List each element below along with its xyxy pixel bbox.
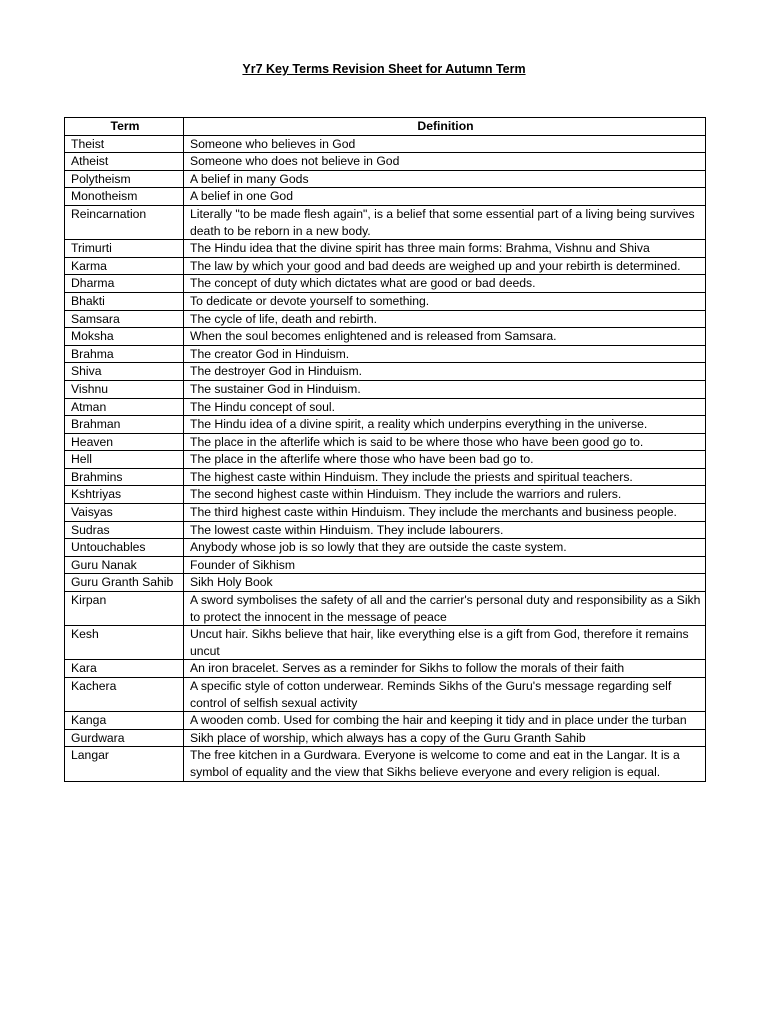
table-row bbox=[65, 712, 706, 730]
table-row bbox=[65, 328, 706, 346]
definition-cell: A belief in many Gods bbox=[184, 170, 706, 188]
definition-cell: A sword symbolises the safety of all and the carrier's personal duty and responsibility as a Sikh to protect the innocent in the message of peace bbox=[184, 592, 706, 626]
term-cell: Sudras bbox=[65, 521, 184, 539]
term-cell: Karma bbox=[65, 257, 184, 275]
definition-cell: The Hindu concept of soul. bbox=[184, 398, 706, 416]
table-row bbox=[65, 292, 706, 310]
definition-cell: Someone who believes in God bbox=[184, 135, 706, 153]
definition-cell: The Hindu idea that the divine spirit has three main forms: Brahma, Vishnu and Shiva bbox=[184, 240, 706, 258]
table-row bbox=[65, 451, 706, 469]
term-cell: Untouchables bbox=[65, 539, 184, 557]
table-row bbox=[65, 660, 706, 678]
definition-cell: The cycle of life, death and rebirth. bbox=[184, 310, 706, 328]
term-cell: Kesh bbox=[65, 626, 184, 660]
definition-cell: The second highest caste within Hinduism. They include the warriors and rulers. bbox=[184, 486, 706, 504]
definition-cell: An iron bracelet. Serves as a reminder for Sikhs to follow the morals of their faith bbox=[184, 660, 706, 678]
table-row bbox=[65, 539, 706, 557]
table-row bbox=[65, 747, 706, 781]
term-cell: Kshtriyas bbox=[65, 486, 184, 504]
table-header-row bbox=[65, 118, 706, 136]
table-row bbox=[65, 592, 706, 626]
term-cell: Brahma bbox=[65, 345, 184, 363]
term-cell: Bhakti bbox=[65, 292, 184, 310]
definition-cell: Literally "to be made flesh again", is a belief that some essential part of a living being survives death to be reborn in a new body. bbox=[184, 205, 706, 239]
table-row bbox=[65, 504, 706, 522]
term-cell: Hell bbox=[65, 451, 184, 469]
term-cell: Vaisyas bbox=[65, 504, 184, 522]
term-cell: Kara bbox=[65, 660, 184, 678]
term-cell: Theist bbox=[65, 135, 184, 153]
definition-cell: The concept of duty which dictates what are good or bad deeds. bbox=[184, 275, 706, 293]
term-cell: Kirpan bbox=[65, 592, 184, 626]
definition-cell: Uncut hair. Sikhs believe that hair, like everything else is a gift from God, therefore it remains uncut bbox=[184, 626, 706, 660]
definition-cell: The third highest caste within Hinduism. They include the merchants and business people. bbox=[184, 504, 706, 522]
definition-cell: Anybody whose job is so lowly that they are outside the caste system. bbox=[184, 539, 706, 557]
term-cell: Reincarnation bbox=[65, 205, 184, 239]
term-cell: Samsara bbox=[65, 310, 184, 328]
table-row bbox=[65, 626, 706, 660]
table-row bbox=[65, 486, 706, 504]
term-cell: Langar bbox=[65, 747, 184, 781]
definition-cell: Founder of Sikhism bbox=[184, 556, 706, 574]
key-terms-table bbox=[64, 117, 706, 782]
term-cell: Brahman bbox=[65, 416, 184, 434]
table-row bbox=[65, 188, 706, 206]
definition-cell: Sikh place of worship, which always has a copy of the Guru Granth Sahib bbox=[184, 729, 706, 747]
definition-cell: A specific style of cotton underwear. Reminds Sikhs of the Guru's message regarding self control of selfish sexual activity bbox=[184, 678, 706, 712]
table-row bbox=[65, 257, 706, 275]
definition-cell: A belief in one God bbox=[184, 188, 706, 206]
definition-cell: The creator God in Hinduism. bbox=[184, 345, 706, 363]
table-row bbox=[65, 398, 706, 416]
definition-cell: A wooden comb. Used for combing the hair and keeping it tidy and in place under the turban bbox=[184, 712, 706, 730]
definition-cell: The place in the afterlife which is said to be where those who have been good go to. bbox=[184, 433, 706, 451]
document-title: Yr7 Key Terms Revision Sheet for Autumn Term bbox=[242, 62, 526, 76]
term-cell: Kanga bbox=[65, 712, 184, 730]
table-row bbox=[65, 345, 706, 363]
term-cell: Guru Nanak bbox=[65, 556, 184, 574]
term-cell: Moksha bbox=[65, 328, 184, 346]
definition-cell: The Hindu idea of a divine spirit, a reality which underpins everything in the universe. bbox=[184, 416, 706, 434]
table-body bbox=[65, 135, 706, 781]
definition-cell: The free kitchen in a Gurdwara. Everyone is welcome to come and eat in the Langar. It is a symbol of equality and the view that Sikhs believe everyone and every religion is equal. bbox=[184, 747, 706, 781]
table-row bbox=[65, 556, 706, 574]
definition-cell: The law by which your good and bad deeds are weighed up and your rebirth is determined. bbox=[184, 257, 706, 275]
definition-cell: Someone who does not believe in God bbox=[184, 153, 706, 171]
header-term: Term bbox=[65, 118, 184, 136]
definition-cell: To dedicate or devote yourself to something. bbox=[184, 292, 706, 310]
definition-cell: The sustainer God in Hinduism. bbox=[184, 380, 706, 398]
table-row bbox=[65, 729, 706, 747]
term-cell: Atman bbox=[65, 398, 184, 416]
definition-cell: When the soul becomes enlightened and is released from Samsara. bbox=[184, 328, 706, 346]
table-row bbox=[65, 574, 706, 592]
term-cell: Monotheism bbox=[65, 188, 184, 206]
table-row bbox=[65, 275, 706, 293]
table-row bbox=[65, 170, 706, 188]
table-row bbox=[65, 468, 706, 486]
table-row bbox=[65, 135, 706, 153]
term-cell: Heaven bbox=[65, 433, 184, 451]
table-row bbox=[65, 240, 706, 258]
definition-cell: The place in the afterlife where those who have been bad go to. bbox=[184, 451, 706, 469]
definition-cell: Sikh Holy Book bbox=[184, 574, 706, 592]
header-definition: Definition bbox=[184, 118, 706, 136]
term-cell: Shiva bbox=[65, 363, 184, 381]
table-row bbox=[65, 433, 706, 451]
table-row bbox=[65, 310, 706, 328]
term-cell: Brahmins bbox=[65, 468, 184, 486]
table-row bbox=[65, 416, 706, 434]
table-row bbox=[65, 380, 706, 398]
definition-cell: The destroyer God in Hinduism. bbox=[184, 363, 706, 381]
term-cell: Vishnu bbox=[65, 380, 184, 398]
term-cell: Atheist bbox=[65, 153, 184, 171]
term-cell: Dharma bbox=[65, 275, 184, 293]
definition-cell: The highest caste within Hinduism. They include the priests and spiritual teachers. bbox=[184, 468, 706, 486]
term-cell: Kachera bbox=[65, 678, 184, 712]
term-cell: Guru Granth Sahib bbox=[65, 574, 184, 592]
term-cell: Polytheism bbox=[65, 170, 184, 188]
table-row bbox=[65, 363, 706, 381]
term-cell: Gurdwara bbox=[65, 729, 184, 747]
definition-cell: The lowest caste within Hinduism. They include labourers. bbox=[184, 521, 706, 539]
table-row bbox=[65, 521, 706, 539]
table-row bbox=[65, 205, 706, 239]
term-cell: Trimurti bbox=[65, 240, 184, 258]
table-row bbox=[65, 153, 706, 171]
table-row bbox=[65, 678, 706, 712]
